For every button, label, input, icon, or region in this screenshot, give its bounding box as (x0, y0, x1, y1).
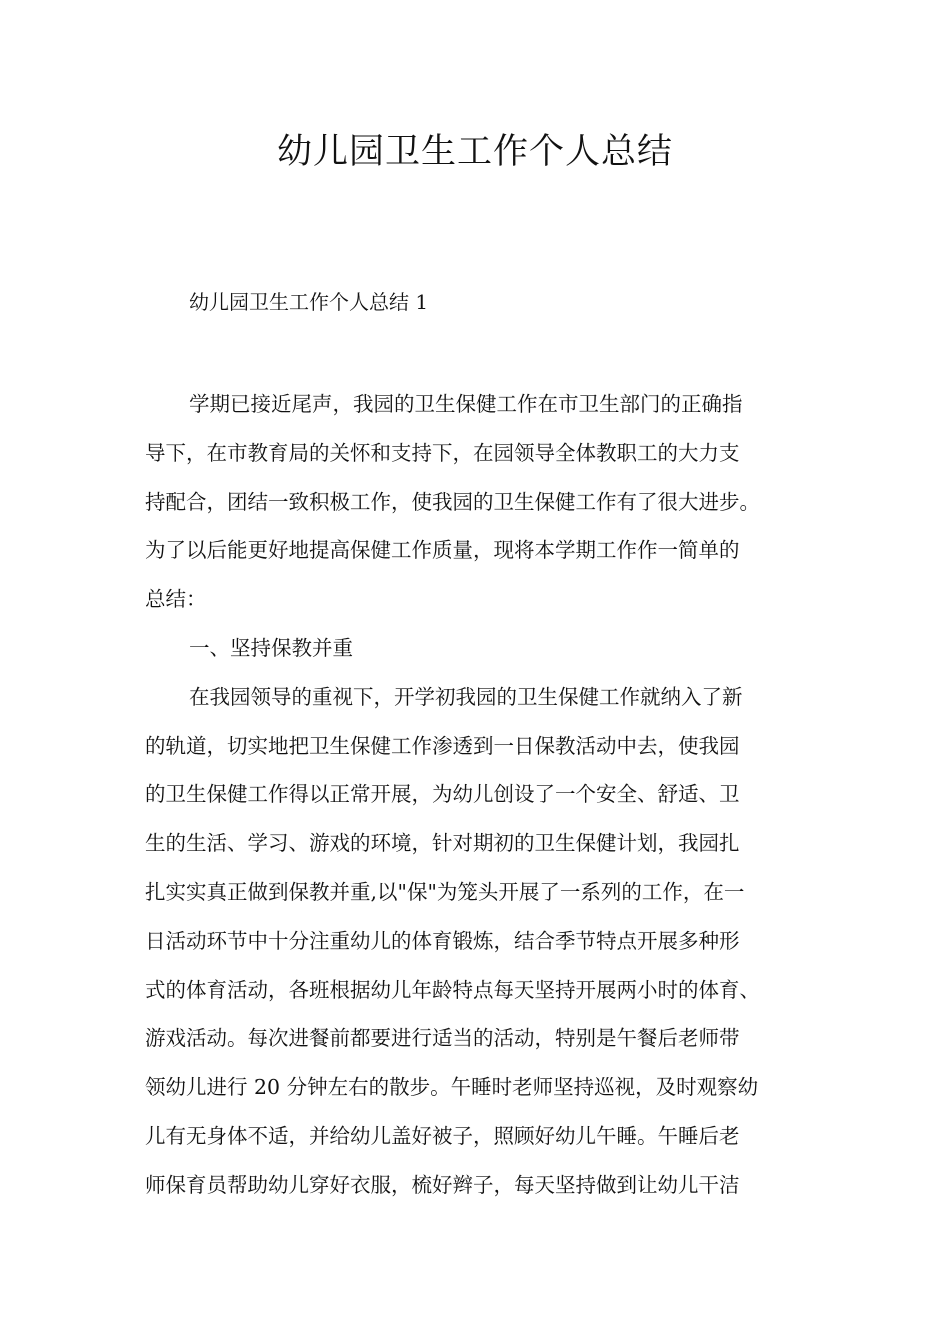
body-line: 学期已接近尾声，我园的卫生保健工作在市卫生部门的正确指 (189, 392, 743, 416)
document-subtitle: 幼儿园卫生工作个人总结 1 (189, 290, 429, 314)
body-line: 游戏活动。每次进餐前都要进行适当的活动，特别是午餐后老师带 (145, 1026, 740, 1051)
body-line: 生的生活、学习、游戏的环境，针对期初的卫生保健计划，我园扎 (145, 831, 740, 856)
body-line: 导下，在市教育局的关怀和支持下，在园领导全体教职工的大力支 (145, 440, 740, 465)
body-line: 在我园领导的重视下，开学初我园的卫生保健工作就纳入了新 (189, 684, 743, 709)
body-line: 领幼儿进行 20 分钟左右的散步。午睡时老师坚持巡视，及时观察幼 (145, 1075, 759, 1100)
body-line: 的轨道，切实地把卫生保健工作渗透到一日保教活动中去，使我园 (145, 733, 740, 758)
section-heading: 一、坚持保教并重 (189, 635, 353, 660)
body-line: 总结： (145, 587, 207, 612)
body-line: 日活动环节中十分注重幼儿的体育锻炼，结合季节特点开展多种形 (145, 928, 740, 953)
body-line: 扎实实真正做到保教并重,以"保"为笼头开展了一系列的工作，在一 (145, 879, 745, 904)
body-line: 儿有无身体不适，并给幼儿盖好被子，照顾好幼儿午睡。午睡后老 (145, 1123, 740, 1148)
document-title: 幼儿园卫生工作个人总结 (276, 132, 673, 172)
body-line: 的卫生保健工作得以正常开展，为幼儿创设了一个安全、舒适、卫 (145, 782, 740, 807)
body-line: 持配合，团结一致积极工作，使我园的卫生保健工作有了很大进步。 (145, 489, 760, 514)
body-line: 为了以后能更好地提高保健工作质量，现将本学期工作作一简单的 (145, 538, 740, 563)
document-body (145, 380, 810, 1210)
body-line: 师保育员帮助幼儿穿好衣服，梳好辫子，每天坚持做到让幼儿干洁 (145, 1172, 740, 1197)
body-line: 式的体育活动，各班根据幼儿年龄特点每天坚持开展两小时的体育、 (145, 977, 760, 1002)
